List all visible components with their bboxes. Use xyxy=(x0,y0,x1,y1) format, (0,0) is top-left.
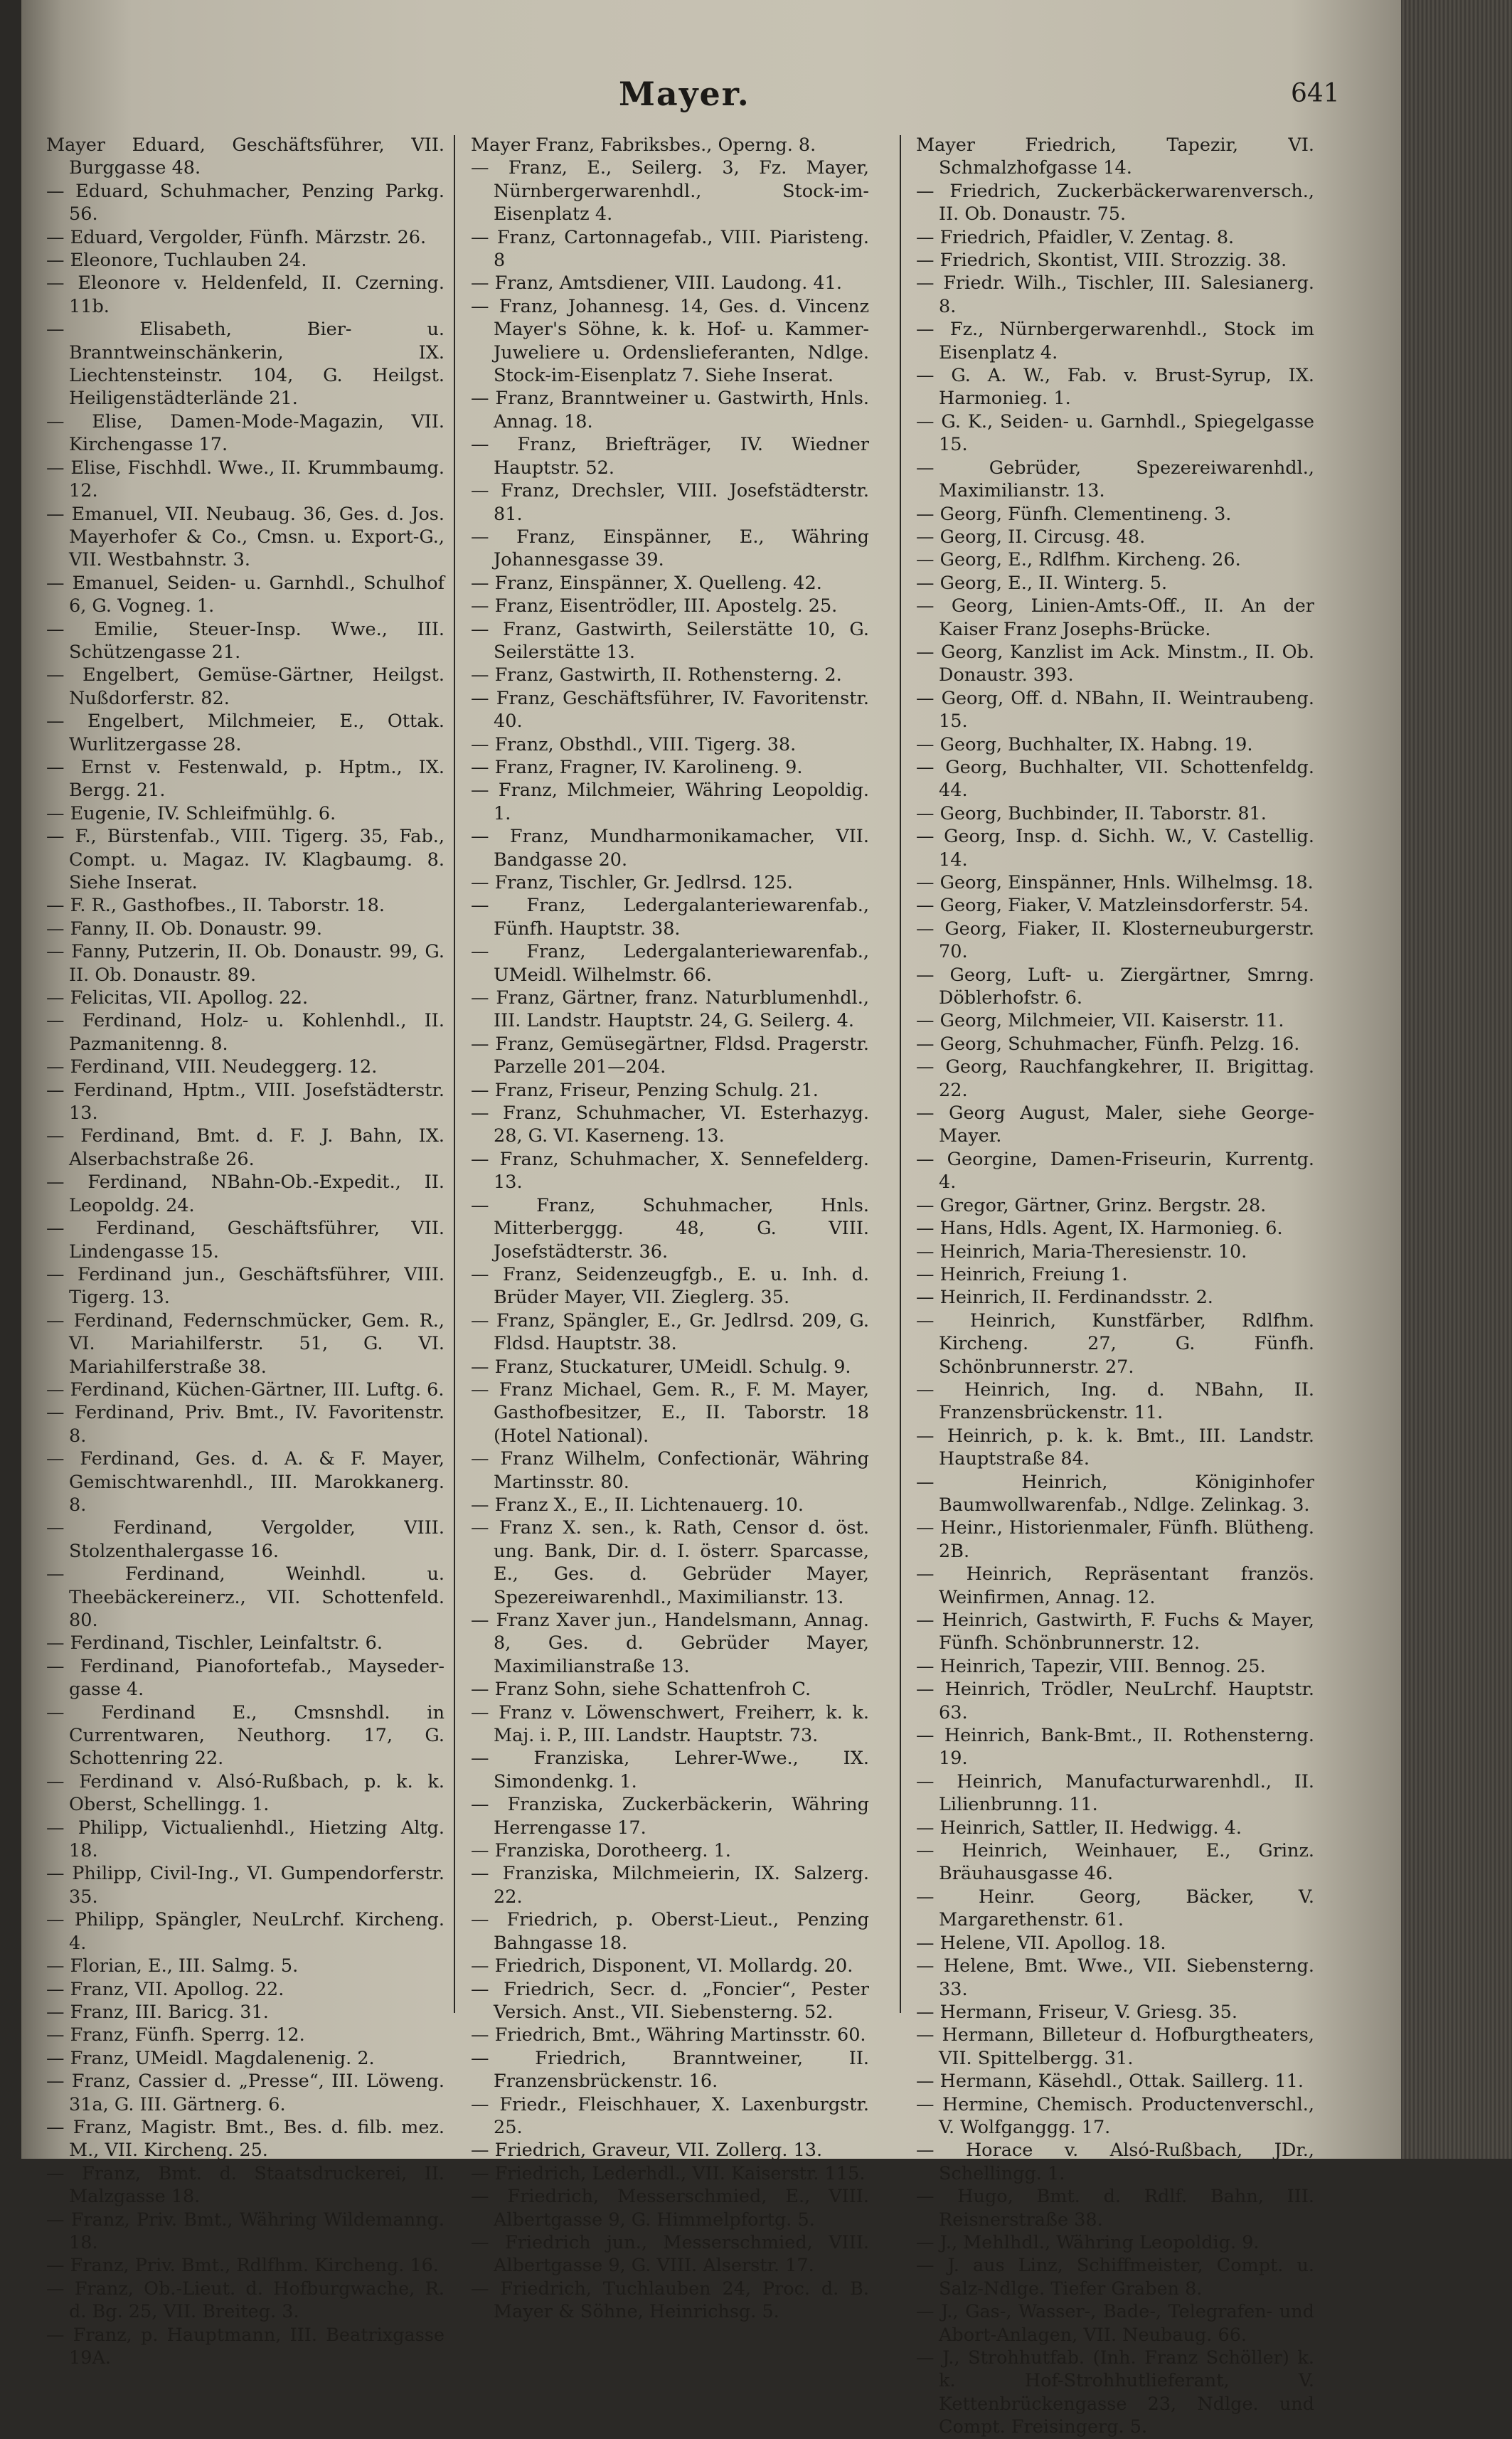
directory-entry: — Georg, Off. d. NBahn, II. Weintraubeng. 15. xyxy=(916,687,1314,733)
directory-entry: — Ferdinand, Küchen-Gärtner, III. Luftg. 6. xyxy=(46,1378,444,1401)
directory-entry: — Eleonore, Tuchlauben 24. xyxy=(46,250,307,272)
directory-entry: — Ferdinand, Weinhdl. u. Theebäckereinerz., VII. Schottenfeld. 80. xyxy=(46,1563,444,1631)
directory-entry: — Gebrüder, Spezereiwarenhdl., Maximilianstr. 13. xyxy=(916,457,1314,502)
directory-entry: — Ferdinand, NBahn-Ob.-Expedit., II. Leopoldg. 24. xyxy=(46,1171,444,1216)
directory-entry: — Ferdinand, Geschäftsführer, VII. Lindengasse 15. xyxy=(46,1218,444,1263)
directory-entry: — Heinrich, Tapezir, VIII. Bennog. 25. xyxy=(916,1655,1266,1677)
directory-entry: — Elise, Fischhdl. Wwe., II. Krummbaumg. 12. xyxy=(46,457,444,502)
directory-entry: — Hermann, Friseur, V. Griesg. 35. xyxy=(916,2001,1237,2023)
directory-entry: — J., Gas-, Wasser-, Bade-, Telegrafen- und Abort-Anlagen, VII. Neubaug. 66. xyxy=(916,2301,1314,2346)
directory-entry: — Friedrich, Graveur, VII. Zollerg. 13. xyxy=(471,2140,823,2162)
directory-entry: — Georg, Buchhalter, IX. Habng. 19. xyxy=(916,733,1253,755)
directory-entry: — Felicitas, VII. Apollog. 22. xyxy=(46,987,309,1009)
directory-entry: — Franz, p. Hauptmann, III. Beatrixgasse 19A. xyxy=(46,2324,444,2369)
directory-entry: — Franz X. sen., k. Rath, Censor d. öst. ung. Bank, Dir. d. I. österr. Sparcasse, E., Ges. d. Gebrüder Mayer, Spezereiwarenhdl., Maximilianstr. 13. xyxy=(471,1517,869,1608)
directory-entry: — Gregor, Gärtner, Grinz. Bergstr. 28. xyxy=(916,1194,1267,1216)
directory-column-1 xyxy=(46,134,444,2369)
directory-entry: — Franz, Einspänner, E., Währing Johannesgasse 39. xyxy=(471,526,869,571)
directory-entry: — Franz, Schuhmacher, VI. Esterhazyg. 28, G. VI. Kaserneng. 13. xyxy=(471,1102,869,1147)
directory-entry: — Ferdinand, Federnschmücker, Gem. R., VI. Mariahilferstr. 51, G. VI. Mariahilferstraße 38. xyxy=(46,1309,444,1378)
directory-entry: — Heinrich, Kunstfärber, Rdlfhm. Kircheng. 27, G. Fünfh. Schönbrunnerstr. 27. xyxy=(916,1309,1314,1378)
directory-entry: — Franz Xaver jun., Handelsmann, Annag. 8, Ges. d. Gebrüder Mayer, Maximilianstraße 13. xyxy=(471,1610,869,1677)
directory-entry: — Friedrich, Secr. d. „Foncier“, Pester Versich. Anst., VII. Siebensterng. 52. xyxy=(471,1978,869,2023)
directory-entry: — Franz, Magistr. Bmt., Bes. d. filb. mez. M., VII. Kircheng. 25. xyxy=(46,2116,444,2162)
directory-entry: — Friedrich, Disponent, VI. Mollardg. 20. xyxy=(471,1955,853,1977)
directory-entry: — Georg, Fiaker, V. Matzleinsdorferstr. 54. xyxy=(916,895,1309,917)
directory-entry: — Philipp, Victualienhdl., Hietzing Altg. 18. xyxy=(46,1817,444,1862)
book-page-edges xyxy=(1401,0,1512,2159)
directory-entry: — Franz, Branntweiner u. Gastwirth, Hnls. Annag. 18. xyxy=(471,388,869,432)
directory-column-3 xyxy=(916,134,1314,2439)
directory-entry: — Ferdinand, Pianofortefab., Mayseder-gasse 4. xyxy=(46,1655,444,1701)
directory-entry: — G. A. W., Fab. v. Brust-Syrup, IX. Harmonieg. 1. xyxy=(916,365,1314,410)
directory-entry: — J. aus Linz, Schiffmeister, Compt. u. Salz-Ndlge. Tiefer Graben 8. xyxy=(916,2255,1314,2300)
directory-entry: — Georg, Fiaker, II. Klosterneuburgerstr. 70. xyxy=(916,918,1314,963)
directory-entry: — Georg, Fünfh. Clementineng. 3. xyxy=(916,503,1232,525)
directory-entry: — Franz, Fragner, IV. Karolineng. 9. xyxy=(471,756,803,778)
directory-entry: — Franz, Bmt. d. Staatsdruckerei, II. Malzgasse 18. xyxy=(46,2162,444,2208)
directory-entry: — Elise, Damen-Mode-Magazin, VII. Kirchengasse 17. xyxy=(46,410,444,456)
directory-entry: — Helene, VII. Apollog. 18. xyxy=(916,1932,1166,1954)
directory-entry: — Georg, Kanzlist im Ack. Minstm., II. Ob. Donaustr. 393. xyxy=(916,641,1314,686)
directory-entry: — Heinrich, Königinhofer Baumwollwarenfab., Ndlge. Zelinkag. 3. xyxy=(916,1471,1314,1516)
directory-entry: — J., Mehlhdl., Währing Leopoldig. 9. xyxy=(916,2231,1260,2253)
directory-entry: — Ferdinand, Hptm., VIII. Josefstädterstr. 13. xyxy=(46,1079,444,1125)
directory-entry: — Friedrich, Messerschmied, E., VIII. Albertgasse 9, G. Himmelpfortg. 5. xyxy=(471,2186,869,2231)
directory-entry: — Philipp, Spängler, NeuLrchf. Kircheng. 4. xyxy=(46,1909,444,1954)
directory-columns xyxy=(21,134,1401,2438)
directory-entry: — Friedrich, Zuckerbäckerwarenversch., II. Ob. Donaustr. 75. xyxy=(916,180,1314,225)
directory-entry: — Eduard, Schuhmacher, Penzing Parkg. 56. xyxy=(46,180,444,225)
directory-entry: — Friedrich, Tuchlauben 24, Proc. d. B. Mayer & Söhne, Heinrichsg. 5. xyxy=(471,2278,869,2323)
directory-entry: — Heinrich, Ing. d. NBahn, II. Franzensbrückenstr. 11. xyxy=(916,1378,1314,1424)
directory-entry: — Friedrich, Bmt., Währing Martinsstr. 60. xyxy=(471,2024,866,2046)
directory-entry: — Franz, Priv. Bmt., Rdlfhm. Kircheng. 16. xyxy=(46,2255,439,2277)
directory-entry: — Eleonore v. Heldenfeld, II. Czerning. 11b. xyxy=(46,272,444,317)
directory-entry: — Franz Sohn, siehe Schattenfroh C. xyxy=(471,1679,811,1701)
directory-entry: — Franz Michael, Gem. R., F. M. Mayer, Gasthofbesitzer, E., II. Taborstr. 18 (Hotel National). xyxy=(471,1378,869,1447)
directory-entry: — Franziska, Lehrer-Wwe., IX. Simondenkg. 1. xyxy=(471,1748,869,1792)
page-header xyxy=(21,75,1401,124)
directory-entry: — Eduard, Vergolder, Fünfh. Märzstr. 26. xyxy=(46,226,427,248)
directory-entry: — Franz, Cassier d. „Presse“, III. Löweng. 31a, G. III. Gärtnerg. 6. xyxy=(46,2071,444,2115)
directory-entry: Mayer Friedrich, Tapezir, VI. Schmalzhofgasse 14. xyxy=(916,134,1314,179)
directory-entry: — Emanuel, Seiden- u. Garnhdl., Schulhof 6, G. Vogneg. 1. xyxy=(46,572,444,617)
directory-entry: — Georg, Milchmeier, VII. Kaiserstr. 11. xyxy=(916,1010,1284,1032)
directory-entry: — Friedr. Wilh., Tischler, III. Salesianerg. 8. xyxy=(916,272,1314,317)
directory-entry: — Heinrich, Trödler, NeuLrchf. Hauptstr. 63. xyxy=(916,1679,1314,1723)
directory-entry: — Georg, E., II. Winterg. 5. xyxy=(916,572,1168,594)
directory-entry: — Emilie, Steuer-Insp. Wwe., III. Schützengasse 21. xyxy=(46,618,444,663)
directory-entry: — Ferdinand E., Cmsnshdl. in Currentwaren, Neuthorg. 17, G. Schottenring 22. xyxy=(46,1701,444,1770)
directory-entry: Mayer Franz, Fabriksbes., Operng. 8. xyxy=(471,134,816,156)
directory-entry: — Franz, Gärtner, franz. Naturblumenhdl., III. Landstr. Hauptstr. 24, G. Seilerg. 4. xyxy=(471,987,869,1032)
directory-entry: — Ferdinand, Ges. d. A. & F. Mayer, Gemischtwarenhdl., III. Marokkanerg. 8. xyxy=(46,1448,444,1516)
directory-entry: — Ferdinand, Holz- u. Kohlenhdl., II. Pazmanitenng. 8. xyxy=(46,1010,444,1055)
directory-entry: — Ferdinand, Tischler, Leinfaltstr. 6. xyxy=(46,1632,383,1654)
directory-entry: — Helene, Bmt. Wwe., VII. Siebensterng. 33. xyxy=(916,1955,1314,2000)
directory-entry: — Georg, Schuhmacher, Fünfh. Pelzg. 16. xyxy=(916,1033,1300,1055)
directory-entry: — Friedrich, p. Oberst-Lieut., Penzing Bahngasse 18. xyxy=(471,1909,869,1954)
directory-entry: — Georg, II. Circusg. 48. xyxy=(916,526,1146,548)
directory-entry: — Franziska, Dorotheerg. 1. xyxy=(471,1840,731,1862)
directory-entry: — Heinr., Historienmaler, Fünfh. Blütheng. 2B. xyxy=(916,1517,1314,1562)
directory-entry: — Horace v. Alsó-Rußbach, JDr., Schellingg. 1. xyxy=(916,2140,1314,2184)
directory-entry: — Engelbert, Gemüse-Gärtner, Heilgst. Nußdorferstr. 82. xyxy=(46,664,444,709)
directory-entry: — Franz, Einspänner, X. Quelleng. 42. xyxy=(471,572,822,594)
directory-entry: — Franziska, Zuckerbäckerin, Währing Herrengasse 17. xyxy=(471,1794,869,1839)
directory-entry: — Friedrich, Lederhdl., VII. Kaiserstr. 115. xyxy=(471,2162,866,2184)
directory-entry: — Franz, Schuhmacher, Hnls. Mitterberggg. 48, G. VIII. Josefstädterstr. 36. xyxy=(471,1194,869,1263)
directory-entry: — Ferdinand, Priv. Bmt., IV. Favoritenstr. 8. xyxy=(46,1402,444,1447)
directory-entry: — Friedrich, Pfaidler, V. Zentag. 8. xyxy=(916,226,1235,248)
directory-entry: — Ferdinand, Bmt. d. F. J. Bahn, IX. Alserbachstraße 26. xyxy=(46,1125,444,1170)
directory-entry: — Heinrich, II. Ferdinandsstr. 2. xyxy=(916,1287,1213,1309)
directory-entry: — Fanny, II. Ob. Donaustr. 99. xyxy=(46,918,322,940)
directory-entry: — Franz, Gastwirth, II. Rothensterng. 2. xyxy=(471,664,842,686)
directory-entry: — Franz, Eisentrödler, III. Apostelg. 25. xyxy=(471,595,838,617)
directory-entry: — Heinrich, Maria-Theresienstr. 10. xyxy=(916,1240,1247,1263)
directory-entry: — Elisabeth, Bier- u. Branntweinschänkerin, IX. Liechtensteinstr. 104, G. Heilgst. Heiligenstädterlände 21. xyxy=(46,319,444,410)
directory-entry: — Ferdinand, Vergolder, VIII. Stolzenthalergasse 16. xyxy=(46,1517,444,1562)
directory-entry: — Franz, Ledergalanteriewarenfab., UMeidl. Wilhelmstr. 66. xyxy=(471,941,869,986)
directory-entry: — Franz X., E., II. Lichtenauerg. 10. xyxy=(471,1494,804,1516)
directory-entry: — G. K., Seiden- u. Garnhdl., Spiegelgasse 15. xyxy=(916,410,1314,456)
directory-entry: — Franz, Priv. Bmt., Währing Wildemanng. 18. xyxy=(46,2209,444,2253)
directory-entry: Mayer Eduard, Geschäftsführer, VII. Burggasse 48. xyxy=(46,134,444,179)
directory-entry: — Ferdinand, VIII. Neudeggerg. 12. xyxy=(46,1056,378,1078)
directory-entry: — J., Strohhutfab. (Inh. Franz Schöller) k. k. Hof-Strohhutlieferant, V. Kettenbrückengasse 23, Ndlge. und Compt. Freisingerg. 5. xyxy=(916,2347,1314,2438)
directory-entry: — Franz, Obsthdl., VIII. Tigerg. 38. xyxy=(471,733,797,755)
directory-entry: — Georg, Rauchfangkehrer, II. Brigittag. 22. xyxy=(916,1056,1314,1101)
directory-entry: — Franz, Schuhmacher, X. Sennefelderg. 13. xyxy=(471,1148,869,1194)
directory-entry: — Fz., Nürnbergerwarenhdl., Stock im Eisenplatz 4. xyxy=(916,319,1314,363)
directory-entry: — Georg, Einspänner, Hnls. Wilhelmsg. 18. xyxy=(916,872,1314,893)
directory-entry: — Heinrich, Sattler, II. Hedwigg. 4. xyxy=(916,1817,1242,1839)
directory-entry: — Franz, Geschäftsführer, IV. Favoritenstr. 40. xyxy=(471,687,869,733)
directory-entry: — Heinrich, Weinhauer, E., Grinz. Bräuhausgasse 46. xyxy=(916,1840,1314,1885)
directory-entry: — Franz, Milchmeier, Währing Leopoldig. 1. xyxy=(471,780,869,824)
page-number: 641 xyxy=(1291,79,1340,108)
directory-entry: — Franz, Cartonnagefab., VIII. Piaristeng. 8 xyxy=(471,226,869,272)
directory-entry: — Heinrich, Gastwirth, F. Fuchs & Mayer, Fünfh. Schönbrunnerstr. 12. xyxy=(916,1610,1314,1654)
directory-entry: — Florian, E., III. Salmg. 5. xyxy=(46,1955,299,1977)
directory-entry: — Franz, UMeidl. Magdalenenig. 2. xyxy=(46,2047,375,2069)
directory-entry: — Franz, Ob.-Lieut. d. Hofburgwache, R. d. Bg. 25, VII. Breiteg. 3. xyxy=(46,2278,444,2323)
directory-entry: — Georg, E., Rdlfhm. Kircheng. 26. xyxy=(916,549,1241,571)
directory-entry: — Engelbert, Milchmeier, E., Ottak. Wurlitzergasse 28. xyxy=(46,711,444,755)
directory-column-2 xyxy=(471,134,869,2324)
directory-entry: — Franz, Gemüsegärtner, Fldsd. Pragerstr. Parzelle 201—204. xyxy=(471,1033,869,1078)
directory-entry: — Franz, Fünfh. Sperrg. 12. xyxy=(46,2024,305,2046)
directory-entry: — Franz, Ledergalanteriewarenfab., Fünfh. Hauptstr. 38. xyxy=(471,895,869,940)
directory-entry: — Franz, Gastwirth, Seilerstätte 10, G. Seilerstätte 13. xyxy=(471,618,869,663)
directory-entry: — Georg, Luft- u. Ziergärtner, Smrng. Döblerhofstr. 6. xyxy=(916,964,1314,1009)
directory-entry: — Fanny, Putzerin, II. Ob. Donaustr. 99, G. II. Ob. Donaustr. 89. xyxy=(46,941,444,986)
directory-entry: — Heinrich, Bank-Bmt., II. Rothensterng. 19. xyxy=(916,1725,1314,1770)
directory-entry: — F., Bürstenfab., VIII. Tigerg. 35, Fab., Compt. u. Magaz. IV. Klagbaumg. 8. Siehe Inserat. xyxy=(46,826,444,893)
directory-entry: — Franz, Seidenzeugfgb., E. u. Inh. d. Brüder Mayer, VII. Zieglerg. 35. xyxy=(471,1263,869,1309)
directory-entry: — Ernst v. Festenwald, p. Hptm., IX. Bergg. 21. xyxy=(46,756,444,802)
directory-entry: — Heinrich, Freiung 1. xyxy=(916,1263,1128,1285)
directory-entry: — Ferdinand jun., Geschäftsführer, VIII. Tigerg. 13. xyxy=(46,1263,444,1309)
directory-entry: — Friedr., Fleischhauer, X. Laxenburgstr. 25. xyxy=(471,2093,869,2138)
directory-entry: — Georg, Buchbinder, II. Taborstr. 81. xyxy=(916,802,1267,824)
directory-entry: — Hermine, Chemisch. Productenverschl., V. Wolfganggg. 17. xyxy=(916,2093,1314,2138)
directory-entry: — Franz v. Löwenschwert, Freiherr, k. k. Maj. i. P., III. Landstr. Hauptstr. 73. xyxy=(471,1701,869,1747)
directory-entry: — Heinrich, Repräsentant französ. Weinfirmen, Annag. 12. xyxy=(916,1563,1314,1608)
directory-entry: — Heinrich, Manufacturwarenhdl., II. Lilienbrunng. 11. xyxy=(916,1770,1314,1816)
directory-entry: — Hermann, Billeteur d. Hofburgtheaters, VII. Spittelbergg. 31. xyxy=(916,2024,1314,2069)
directory-entry: — Georgine, Damen-Friseurin, Kurrentg. 4. xyxy=(916,1148,1314,1194)
directory-entry: — Franz, Amtsdiener, VIII. Laudong. 41. xyxy=(471,272,842,294)
directory-entry: — Franz Wilhelm, Confectionär, Währing Martinsstr. 80. xyxy=(471,1448,869,1493)
directory-entry: — Friedrich jun., Messerschmied, VIII. Albertgasse 9, G. VIII. Alserstr. 17. xyxy=(471,2231,869,2277)
directory-entry: — Friedrich, Skontist, VIII. Strozzig. 38. xyxy=(916,250,1287,272)
directory-entry: — Heinrich, p. k. k. Bmt., III. Landstr. Hauptstraße 84. xyxy=(916,1425,1314,1470)
directory-entry: — Franz, Spängler, E., Gr. Jedlrsd. 209, G. Fldsd. Hauptstr. 38. xyxy=(471,1309,869,1355)
directory-entry: — Franz, Mundharmonikamacher, VII. Bandgasse 20. xyxy=(471,826,869,871)
directory-entry: — Emanuel, VII. Neubaug. 36, Ges. d. Jos. Mayerhofer & Co., Cmsn. u. Export-G., VII. Westbahnstr. 3. xyxy=(46,503,444,571)
directory-entry: — Georg, Insp. d. Sichh. W., V. Castellig. 14. xyxy=(916,826,1314,871)
directory-entry: — Heinr. Georg, Bäcker, V. Margarethenstr. 61. xyxy=(916,1886,1314,1931)
directory-entry: — Franz, Briefträger, IV. Wiedner Hauptstr. 52. xyxy=(471,434,869,479)
directory-entry: — F. R., Gasthofbes., II. Taborstr. 18. xyxy=(46,895,385,917)
directory-entry: — Eugenie, IV. Schleifmühlg. 6. xyxy=(46,802,336,824)
directory-entry: — Franz, Tischler, Gr. Jedlrsd. 125. xyxy=(471,872,793,893)
running-title: Mayer. xyxy=(619,75,750,113)
directory-entry: — Franziska, Milchmeierin, IX. Salzerg. 22. xyxy=(471,1863,869,1908)
directory-entry: — Franz, E., Seilerg. 3, Fz. Mayer, Nürnbergerwarenhdl., Stock-im-Eisenplatz 4. xyxy=(471,157,869,225)
directory-entry: — Philipp, Civil-Ing., VI. Gumpendorferstr. 35. xyxy=(46,1863,444,1908)
directory-entry: — Franz, VII. Apollog. 22. xyxy=(46,1978,284,2000)
directory-entry: — Georg August, Maler, siehe George-Mayer. xyxy=(916,1102,1314,1147)
directory-entry: — Ferdinand v. Alsó-Rußbach, p. k. k. Oberst, Schellingg. 1. xyxy=(46,1770,444,1816)
directory-entry: — Georg, Buchhalter, VII. Schottenfeldg. 44. xyxy=(916,756,1314,802)
directory-entry: — Hans, Hdls. Agent, IX. Harmonieg. 6. xyxy=(916,1218,1283,1240)
directory-entry: — Franz, Drechsler, VIII. Josefstädterstr. 81. xyxy=(471,480,869,525)
directory-entry: — Friedrich, Branntweiner, II. Franzensbrückenstr. 16. xyxy=(471,2047,869,2093)
directory-page xyxy=(21,0,1401,2438)
directory-entry: — Franz, Friseur, Penzing Schulg. 21. xyxy=(471,1079,819,1101)
directory-entry: — Franz, Stuckaturer, UMeidl. Schulg. 9. xyxy=(471,1356,851,1378)
directory-entry: — Hugo, Bmt. d. Rdlf. Bahn, III. Reisnerstraße 38. xyxy=(916,2186,1314,2231)
directory-entry: — Georg, Linien-Amts-Off., II. An der Kaiser Franz Josephs-Brücke. xyxy=(916,595,1314,640)
directory-entry: — Hermann, Käsehdl., Ottak. Saillerg. 11. xyxy=(916,2071,1304,2093)
directory-entry: — Franz, III. Baricg. 31. xyxy=(46,2001,269,2023)
directory-entry: — Franz, Johannesg. 14, Ges. d. Vincenz Mayer's Söhne, k. k. Hof- u. Kammer-Juweliere u. Ordenslieferanten, Ndlge. Stock-im-Eisenplatz 7. Siehe Inserat. xyxy=(471,295,869,387)
